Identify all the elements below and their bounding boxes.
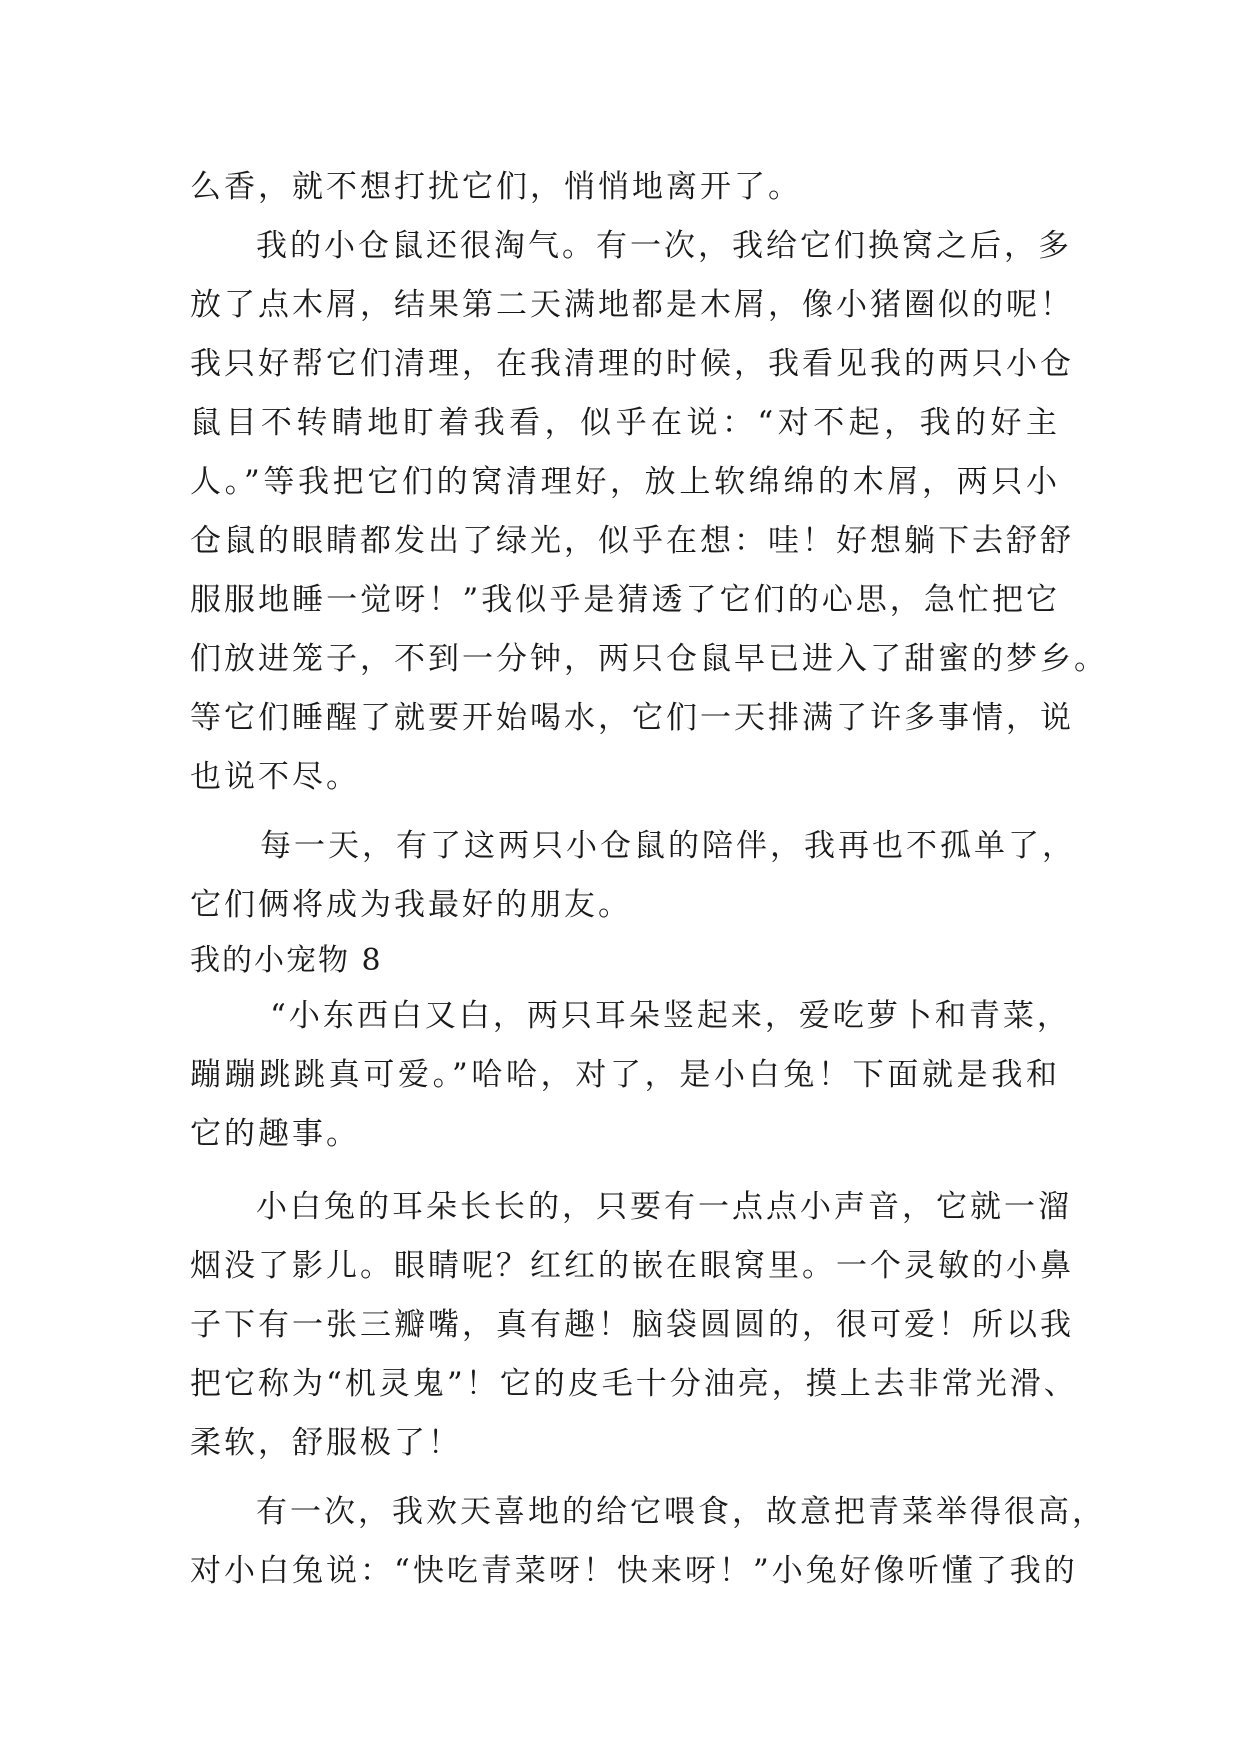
text-line: 它们俩将成为我最好的朋友。 <box>190 887 632 923</box>
text-line: 对小白兔说：“快吃青菜呀！快来呀！”小兔好像听懂了我的 <box>190 1553 1078 1589</box>
text-line: 它的趣事。 <box>190 1116 360 1152</box>
paragraph <box>190 987 1071 1164</box>
text-line: 我的小仓鼠还很淘气。有一次，我给它们换窝之后，多 <box>256 228 1072 264</box>
text-line: 蹦蹦跳跳真可爱。”哈哈，对了，是小白兔！下面就是我和 <box>190 1057 1060 1093</box>
text-line: 等它们睡醒了就要开始喝水，它们一天排满了许多事情，说 <box>190 700 1074 736</box>
paragraph <box>190 1178 1078 1473</box>
section-heading: 我的小宠物 8 <box>190 943 383 978</box>
paragraph <box>190 217 1108 807</box>
paragraph <box>190 158 1060 217</box>
document-body <box>190 158 1108 1601</box>
paragraph <box>190 1483 1106 1601</box>
text-line: 们放进笼子，不到一分钟，两只仓鼠早已进入了甜蜜的梦乡。 <box>190 641 1108 677</box>
text-line: 放了点木屑，结果第二天满地都是木屑，像小猪圈似的呢！ <box>190 287 1074 323</box>
text-line: “小东西白又白，两只耳朵竖起来，爱吃萝卜和青菜， <box>270 998 1071 1034</box>
text-line: 么香，就不想打扰它们，悄悄地离开了。 <box>190 169 802 205</box>
text-line: 也说不尽。 <box>190 759 360 795</box>
text-line: 子下有一张三瓣嘴，真有趣！脑袋圆圆的，很可爱！所以我 <box>190 1307 1074 1343</box>
text-line: 有一次，我欢天喜地的给它喂食，故意把青菜举得很高， <box>256 1494 1106 1530</box>
paragraph <box>190 817 1076 935</box>
text-line: 人。”等我把它们的窝清理好，放上软绵绵的木屑，两只小 <box>190 464 1060 500</box>
text-line: 柔软，舒服极了！ <box>190 1425 462 1461</box>
text-line: 小白兔的耳朵长长的，只要有一点点小声音，它就一溜 <box>256 1189 1072 1225</box>
text-line: 鼠目不转睛地盯着我看，似乎在说：“对不起，我的好主 <box>190 405 1060 441</box>
text-line: 服服地睡一觉呀！”我似乎是猜透了它们的心思，急忙把它 <box>190 582 1060 618</box>
text-line: 我只好帮它们清理，在我清理的时候，我看见我的两只小仓 <box>190 346 1074 382</box>
text-line: 烟没了影儿。眼睛呢？红红的嵌在眼窝里。一个灵敏的小鼻 <box>190 1248 1074 1284</box>
text-line: 把它称为“机灵鬼”！它的皮毛十分油亮，摸上去非常光滑、 <box>190 1366 1078 1402</box>
text-line: 每一天，有了这两只小仓鼠的陪伴，我再也不孤单了， <box>260 828 1076 864</box>
text-line: 仓鼠的眼睛都发出了绿光，似乎在想：哇！好想躺下去舒舒 <box>190 523 1074 559</box>
